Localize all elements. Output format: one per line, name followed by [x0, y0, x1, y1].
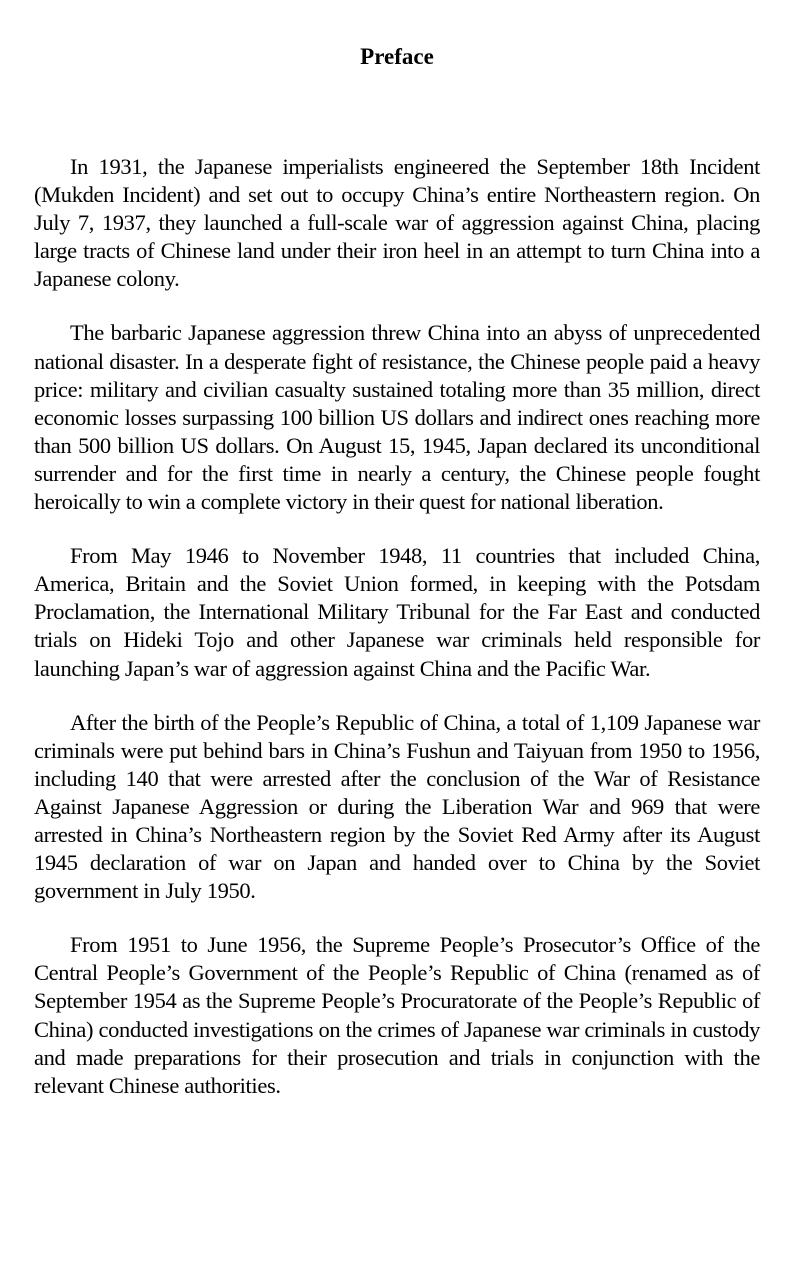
- document-page: [34, 42, 760, 1126]
- paragraph-5: From 1951 to June 1956, the Supreme People’s Prosecutor’s Office of the Central People’s Government of the People’s Republic of China (renamed as of September 1954 as the Supreme People’s Procuratorate of the People’s Republic of China) conducted investigations on the crimes of Japanese war criminals in custody and made preparations for their prosecution and trials in conjunction with the relevant Chinese authorities.: [34, 932, 760, 1098]
- paragraph-1: In 1931, the Japanese imperialists engineered the September 18th Incident (Mukden Incident) and set out to occupy China’s entire Northeastern region. On July 7, 1937, they launched a full-scale war of aggression against China, placing large tracts of Chinese land under their iron heel in an attempt to turn China into a Japanese colony.: [34, 154, 760, 292]
- page-title: Preface: [360, 44, 434, 69]
- paragraph-3: From May 1946 to November 1948, 11 countries that included China, America, Britain and the Soviet Union formed, in keeping with the Potsdam Proclamation, the International Military Tribunal for the Far East and conducted trials on Hideki Tojo and other Japanese war criminals held responsible for launching Japan’s war of aggression against China and the Pacific War.: [34, 543, 760, 681]
- paragraph-4: After the birth of the People’s Republic of China, a total of 1,109 Japanese war criminals were put behind bars in China’s Fushun and Taiyuan from 1950 to 1956, including 140 that were arrested after the conclusion of the War of Resistance Against Japanese Aggression or during the Liberation War and 969 that were arrested in China’s Northeastern region by the Soviet Red Army after its August 1945 declaration of war on Japan and handed over to China by the Soviet government in July 1950.: [34, 709, 760, 904]
- paragraph-2: The barbaric Japanese aggression threw China into an abyss of unprecedented national disaster. In a desperate fight of resistance, the Chinese people paid a heavy price: military and civilian casualty sustained totaling more than 35 million, direct economic losses surpassing 100 billion US dollars and indirect ones reaching more than 500 billion US dollars. On August 15, 1945, Japan declared its unconditional surrender and for the first time in nearly a century, the Chinese people fought heroically to win a complete victory in their quest for national liberation.: [34, 320, 760, 515]
